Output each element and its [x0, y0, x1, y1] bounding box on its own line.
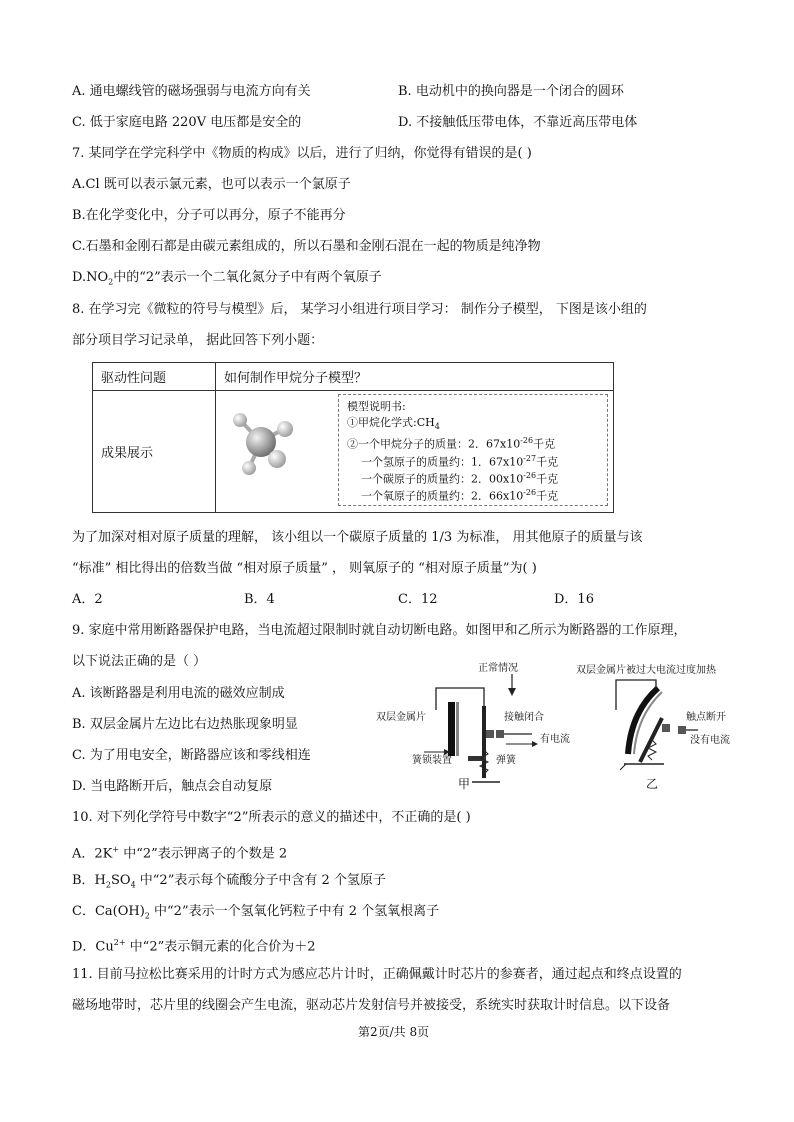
- q10-option-b: [72, 871, 386, 896]
- q8-stem-line1: 8. 在学习完《微粒的符号与模型》后， 某学习小组进行项目学习： 制作分子模型， 下图是该小组的: [72, 302, 647, 317]
- q10-c-post: 中“2”表示一个氢氧化钙粒子中有 2 个氢氧根离子: [149, 904, 440, 919]
- q10-stem: 10. 对下列化学符号中数字“2”所表示的意义的描述中，不正确的是( ): [72, 810, 471, 825]
- breaker-diagram-yi: [600, 670, 720, 780]
- methane-model-image: [225, 402, 305, 482]
- q7-option-b: B.在化学变化中，分子可以再分，原子不能再分: [72, 208, 346, 223]
- yi-label-contact-open: 触点断开: [686, 712, 726, 723]
- q8-option-a: A．2: [72, 592, 103, 607]
- q9-option-b: B. 双层金属片左边比右边热胀现象明显: [72, 717, 298, 732]
- spec-methane-mass-text: ②一个甲烷分子的质量：2．67x10: [347, 437, 521, 451]
- q10-a-pre: A．2K: [72, 846, 113, 862]
- q9-stem-line1: 9. 家庭中常用断路器保护电路，当电流超过限制时就自动切断电路。如图甲和乙所示为断路器的工作原理，: [72, 623, 687, 638]
- spec-title: 模型说明书:: [347, 400, 406, 413]
- q8-follow-line1: 为了加深对相对原子质量的理解， 该小组以一个碳原子质量的 1/3 为标准， 用其他原子的质量与该: [72, 530, 643, 545]
- q8-option-d: D．16: [554, 592, 594, 607]
- q10-a-sup: +: [112, 845, 120, 854]
- spec-methane-mass-exp: -26: [520, 436, 534, 445]
- q10-a-post: 中“2”表示钾离子的个数是 2: [119, 846, 288, 862]
- table-header-question: 如何制作甲烷分子模型？: [216, 363, 614, 391]
- q6-option-d: D. 不接触低压带电体，不靠近高压带电体: [398, 115, 638, 130]
- q9-option-c: C. 为了用电安全，断路器应该和零线相连: [72, 748, 311, 763]
- q10-d-pre: D．Cu: [72, 939, 114, 955]
- q11-line1: 11. 目前马拉松比赛采用的计时方式为感应芯片计时，正确佩戴计时芯片的参赛者，通过起点和终点设置的: [72, 967, 682, 982]
- q10-d-sup: 2+: [113, 938, 126, 947]
- q10-b-sub2: 4: [130, 880, 136, 890]
- spec-o-mass: [361, 485, 558, 505]
- q8-follow-line2: “标准” 相比得出的倍数当做 “相对原子质量” ， 则氧原子的 “相对原子质量”为( ): [72, 561, 537, 576]
- q10-d-post: 中“2”表示铜元素的化合价为＋2: [125, 939, 316, 955]
- q10-b-post: 中“2”表示每个硫酸分子中含有 2 个氢原子: [135, 873, 386, 888]
- jia-label-normal: 正常情况: [478, 663, 518, 674]
- spec-h-mass-text: 一个氢原子的质量约：1．67x10: [361, 455, 524, 469]
- q9-stem-line2: 以下说法正确的是（ ）: [72, 654, 207, 669]
- yi-label-title: 双层金属片被过大电流过度加热: [576, 665, 716, 676]
- q7-option-a: A.Cl 既可以表示氯元素，也可以表示一个氯原子: [72, 177, 351, 192]
- q8-option-b: B．4: [244, 592, 275, 607]
- q11-line2: 磁场地带时，芯片里的线圈会产生电流，驱动芯片发射信号并被接受，系统实时获取计时信息。以下设备: [72, 998, 671, 1013]
- table-header-label: 驱动性问题: [93, 363, 216, 391]
- q9-option-a: A. 该断路器是利用电流的磁效应制成: [72, 686, 285, 701]
- figure-jia-caption: 甲: [458, 777, 471, 791]
- q6-option-a: A. 通电螺线管的磁场强弱与电流方向有关: [72, 84, 311, 99]
- q6-option-c: C. 低于家庭电路 220V 电压都是安全的: [72, 115, 302, 130]
- breaker-diagram-jia: [372, 658, 572, 798]
- jia-label-spring: 弹簧: [496, 755, 516, 766]
- spec-o-mass-exp: -26: [523, 488, 537, 497]
- q10-option-c: [72, 902, 439, 927]
- jia-label-bimetal: 双层金属片: [376, 712, 426, 723]
- jia-label-lock: 簧锁装置: [412, 755, 452, 766]
- spec-methane-mass-unit: 千克: [533, 437, 556, 451]
- figure-yi-caption: 乙: [646, 777, 659, 791]
- q10-b-mid: SO: [110, 873, 131, 888]
- q10-option-a: [72, 840, 287, 864]
- spec-o-mass-unit: 千克: [536, 489, 559, 503]
- yi-label-no-current: 没有电流: [690, 735, 730, 746]
- q8-stem-line2: 部分项目学习记录单， 据此回答下列小题：: [72, 333, 324, 348]
- q9-option-d: D. 当电路断开后，触点会自动复原: [72, 779, 273, 794]
- spec-h-mass-unit: 千克: [536, 455, 559, 469]
- page-footer: 第2页/共 8页: [358, 1025, 430, 1039]
- spec-methane-mass: [347, 433, 555, 453]
- table-result-label: 成果展示: [93, 391, 216, 513]
- q7-option-d: [72, 268, 382, 293]
- jia-label-contact-closed: 接触闭合: [504, 712, 544, 723]
- q10-c-pre: C．Ca(OH): [72, 904, 145, 919]
- q7-option-c: C.石墨和金刚石都是由碳元素组成的，所以石墨和金刚石混在一起的物质是纯净物: [72, 239, 541, 254]
- spec-c-mass-unit: 千克: [536, 472, 559, 486]
- jia-label-current: 有电流: [540, 734, 570, 745]
- spec-formula-sub: 4: [434, 422, 440, 432]
- q8-option-c: C．12: [398, 592, 438, 607]
- spec-c-mass-exp: -26: [523, 471, 537, 480]
- q10-b-pre: B．H: [72, 873, 106, 888]
- q10-b-sub1: 2: [105, 880, 111, 890]
- spec-h-mass-exp: -27: [523, 454, 537, 463]
- q10-c-sub: 2: [144, 911, 150, 921]
- q7-d-pre: D.NO: [72, 270, 109, 285]
- model-spec-box: [338, 394, 608, 506]
- spec-formula-text: ①甲烷化学式:CH: [347, 416, 435, 429]
- q7-d-sub: 2: [108, 277, 114, 287]
- q7-stem: 7. 某同学在学完科学中《物质的构成》以后，进行了归纳，你觉得有错误的是( ): [72, 146, 532, 161]
- q6-option-b: B. 电动机中的换向器是一个闭合的圆环: [398, 84, 624, 99]
- spec-c-mass-text: 一个碳原子的质量约：2．00x10: [361, 472, 524, 486]
- spec-o-mass-text: 一个氧原子的质量约：2．66x10: [361, 489, 524, 503]
- q10-option-d: [72, 933, 316, 957]
- q7-d-post: 中的“2”表示一个二氧化氮分子中有两个氧原子: [113, 270, 382, 285]
